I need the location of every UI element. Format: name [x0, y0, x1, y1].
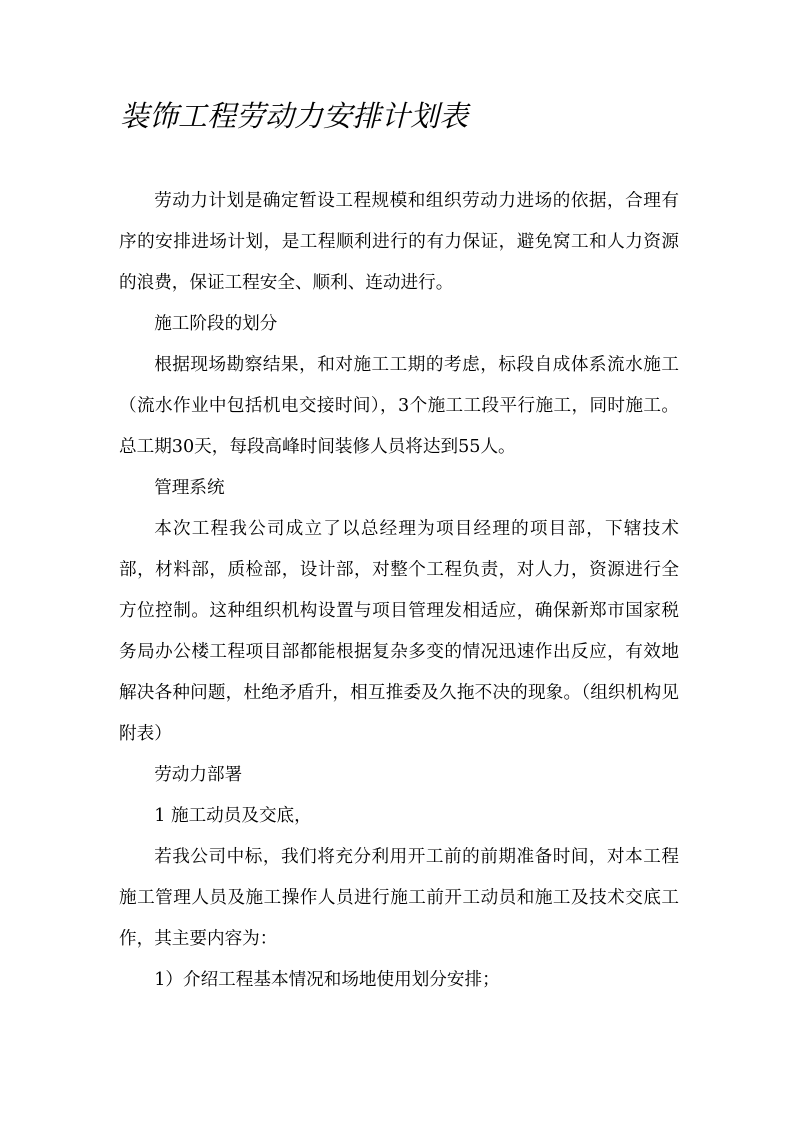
subsection-heading-mobilization: 1 施工动员及交底，	[154, 806, 312, 826]
paragraph-intro: 劳动力计划是确定暂设工程规模和组织劳动力进场的依据，合理有序的安排进场计划，是工程顺利进行的有力保证，避免窝工和人力资源的浪费，保证工程安全、顺利、连动进行。	[119, 191, 679, 293]
section-heading-management-system: 管理系统	[154, 478, 225, 498]
paragraph-management-system: 本次工程我公司成立了以总经理为项目经理的项目部，下辖技术部，材料部，质检部，设计部，对整个工程负责，对人力，资源进行全方位控制。这种组织机构设置与项目管理发相适应，确保新郑市国家税务局办公楼工程项目部都能根据复杂多变的情况迅速作出反应，有效地解决各种问题，杜绝矛盾升，相互推委及久拖不决的现象。（组织机构见附表）	[119, 519, 679, 744]
section-heading-labor-deployment: 劳动力部署	[154, 765, 243, 785]
paragraph-construction-stages: 根据现场勘察结果，和对施工工期的考虑，标段自成体系流水施工（流水作业中包括机电交接时间），3个施工工段平行施工，同时施工。总工期30天，每段高峰时间装修人员将达到55人。	[119, 355, 679, 457]
paragraph-mobilization: 若我公司中标，我们将充分利用开工前的前期准备时间，对本工程施工管理人员及施工操作人员进行施工前开工动员和施工及技术交底工作，其主要内容为：	[119, 847, 679, 949]
section-heading-construction-stages: 施工阶段的划分	[154, 314, 278, 334]
document-body	[119, 181, 679, 1001]
document-title: 装饰工程劳动力安排计划表	[120, 99, 469, 133]
list-item-1: 1）介绍工程基本情况和场地使用划分安排；	[154, 970, 500, 990]
